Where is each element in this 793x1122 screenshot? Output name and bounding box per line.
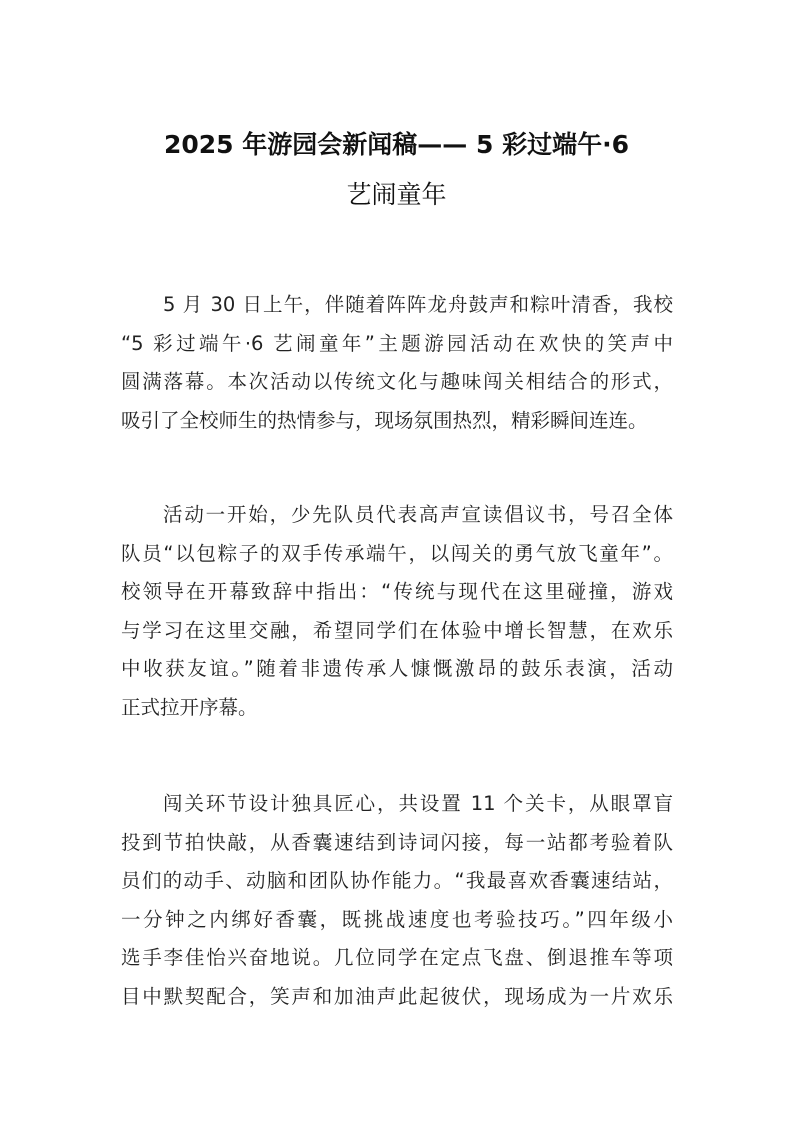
title-line-2: 艺闹童年 [346,180,447,209]
paragraph-ceremony [121,496,673,727]
paragraph-line: 与学习在这里交融，希望同学们在体验中增长智慧，在欢乐 [121,618,673,642]
paragraph-line: 活动一开始，少先队员代表高声宣读倡议书，号召全体 [163,503,673,526]
paragraph-challenges [121,785,673,1016]
paragraph-line: 中收获友谊。”随着非遗传承人慷慨激昂的鼓乐表演，活动 [121,657,673,680]
paragraph-line: 员们的动手、动脑和团队协作能力。“我最喜欢香囊速结站， [121,869,673,892]
document-title [100,120,693,220]
paragraph-line: 吸引了全校师生的热情参与，现场氛围热烈，精彩瞬间连连。 [121,408,648,432]
paragraph-line: 闯关环节设计独具匠心，共设置 11 个关卡，从眼罩盲 [163,792,673,815]
paragraph-line: 一分钟之内绑好香囊，既挑战速度也考验技巧。”四年级小 [121,907,673,931]
paragraph-line: 目中默契配合，笑声和加油声此起彼伏，现场成为一片欢乐 [121,984,673,1008]
paragraph-line: 5 月 30 日上午，伴随着阵阵龙舟鼓声和粽叶清香，我校 [163,293,673,316]
paragraph-opening [121,286,673,440]
paragraph-line: 校领导在开幕致辞中指出：“传统与现代在这里碰撞，游戏 [121,580,673,603]
title-line-1: 2025 年游园会新闻稿—— 5 彩过端午·6 [164,130,629,159]
paragraph-line: 选手李佳怡兴奋地说。几位同学在定点飞盘、倒退推车等项 [121,946,673,969]
paragraph-line: 正式拉开序幕。 [121,695,258,719]
paragraph-line: “5 彩过端午·6 艺闹童年”主题游园活动在欢快的笑声中 [121,331,673,355]
paragraph-line: 投到节拍快敲，从香囊速结到诗词闪接，每一站都考验着队 [121,830,673,854]
paragraph-line: 圆满落幕。本次活动以传统文化与趣味闯关相结合的形式， [121,370,673,393]
paragraph-line: 队员“以包粽子的双手传承端午，以闯关的勇气放飞童年”。 [121,541,673,565]
